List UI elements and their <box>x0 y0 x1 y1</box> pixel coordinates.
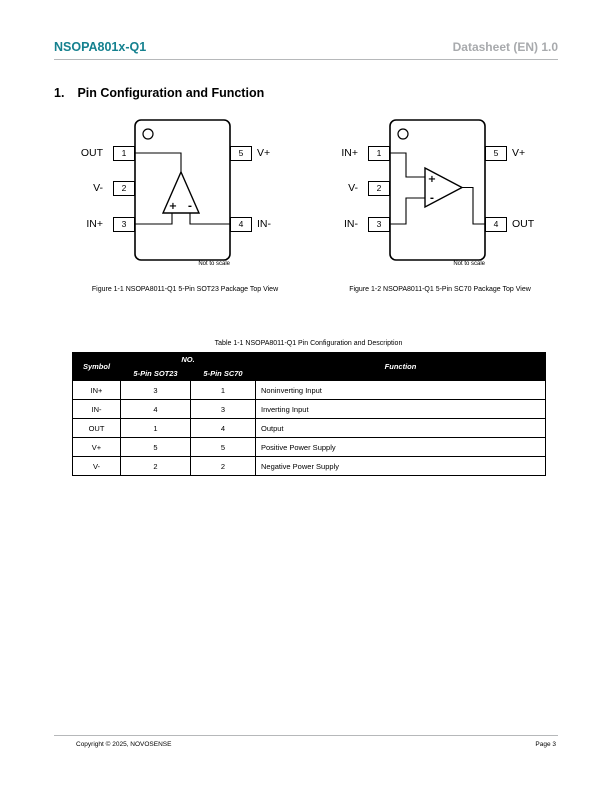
table-caption: Table 1-1 NSOPA8011-Q1 Pin Configuration and Description <box>214 340 403 347</box>
cell-function: Positive Power Supply <box>256 438 546 457</box>
pin-number-box-4: 4 <box>230 217 252 232</box>
table-header-row-1 <box>73 353 546 367</box>
table-row <box>73 400 546 419</box>
section-title: Pin Configuration and Function <box>77 86 265 100</box>
table-row <box>73 457 546 476</box>
pin-config-table <box>72 352 546 476</box>
pin-number-box-2: 2 <box>113 181 135 196</box>
pin-number-box-2: 2 <box>368 181 390 196</box>
footer-copyright: Copyright © 2025, NOVOSENSE <box>76 741 172 748</box>
header-rule <box>54 59 558 60</box>
pin-number-box-3: 3 <box>113 217 135 232</box>
doc-title: Datasheet (EN) 1.0 <box>452 40 558 54</box>
page-header <box>54 40 558 54</box>
wire-noninverting-input <box>390 153 425 177</box>
cell-sc70: 3 <box>191 400 256 419</box>
page-footer <box>76 741 556 748</box>
pin1-indicator-circle <box>143 129 153 139</box>
package-body <box>135 120 230 260</box>
pin-label-vminus: V- <box>93 182 103 194</box>
wire-noninverting-input <box>135 213 172 224</box>
cell-symbol: OUT <box>73 419 121 438</box>
pin-label-vplus: V+ <box>257 146 271 159</box>
figure-caption-sot23: Figure 1-1 NSOPA8011-Q1 5-Pin SOT23 Package Top View <box>91 286 279 293</box>
pin-number-box-3: 3 <box>368 217 390 232</box>
col-header-sot23: 5-Pin SOT23 <box>121 367 191 381</box>
not-to-scale-note: Not to scale <box>453 261 485 267</box>
package-body <box>390 120 485 260</box>
pin-label-out: OUT <box>512 217 535 230</box>
col-header-function: Function <box>256 353 546 381</box>
pin-number-box-1: 1 <box>368 146 390 161</box>
cell-sot23: 5 <box>121 438 191 457</box>
col-header-sc70: 5-Pin SC70 <box>191 367 256 381</box>
footer-page-number: Page 3 <box>535 741 556 748</box>
cell-function: Inverting Input <box>256 400 546 419</box>
pin-number-box-5: 5 <box>230 146 252 161</box>
section-number: 1. <box>54 86 65 100</box>
not-to-scale-note: Not to scale <box>198 261 230 267</box>
section-heading <box>54 86 264 100</box>
opamp-plus-sign: + <box>168 201 178 212</box>
cell-sc70: 4 <box>191 419 256 438</box>
col-header-symbol: Symbol <box>73 353 121 381</box>
table-row <box>73 381 546 400</box>
figure-sc70-package <box>330 118 580 278</box>
pin-label-vplus: V+ <box>512 146 526 159</box>
wire-output <box>462 188 485 225</box>
table-row <box>73 419 546 438</box>
cell-symbol: IN- <box>73 400 121 419</box>
pin-label-inminus: IN- <box>257 217 271 230</box>
cell-symbol: IN+ <box>73 381 121 400</box>
cell-sc70: 2 <box>191 457 256 476</box>
cell-symbol: V- <box>73 457 121 476</box>
opamp-minus-sign: - <box>187 201 193 212</box>
cell-sot23: 1 <box>121 419 191 438</box>
sot23-diagram <box>60 118 310 278</box>
pin-label-vminus: V- <box>348 182 358 194</box>
table-row <box>73 438 546 457</box>
figure-sot23-package <box>60 118 310 278</box>
cell-sc70: 5 <box>191 438 256 457</box>
cell-symbol: V+ <box>73 438 121 457</box>
cell-sc70: 1 <box>191 381 256 400</box>
footer-rule <box>54 735 558 736</box>
pin-label-inplus: IN+ <box>86 217 103 230</box>
cell-function: Negative Power Supply <box>256 457 546 476</box>
pin-number-box-5: 5 <box>485 146 507 161</box>
pin-label-inplus: IN+ <box>341 146 358 159</box>
wire-inverting-input <box>190 213 230 224</box>
cell-function: Output <box>256 419 546 438</box>
product-title: NSOPA801x-Q1 <box>54 40 147 54</box>
opamp-minus-sign: - <box>429 193 435 204</box>
cell-function: Noninverting Input <box>256 381 546 400</box>
wire-output <box>135 153 181 172</box>
pin-number-box-4: 4 <box>485 217 507 232</box>
cell-sot23: 2 <box>121 457 191 476</box>
wire-inverting-input <box>390 198 425 224</box>
figure-caption-sc70: Figure 1-2 NSOPA8011-Q1 5-Pin SC70 Package Top View <box>349 286 531 293</box>
opamp-plus-sign: + <box>427 174 437 185</box>
col-header-no: NO. <box>121 353 256 367</box>
pin-number-box-1: 1 <box>113 146 135 161</box>
cell-sot23: 4 <box>121 400 191 419</box>
pin-label-out: OUT <box>80 146 103 159</box>
cell-sot23: 3 <box>121 381 191 400</box>
sc70-diagram <box>330 118 580 278</box>
pin-label-inminus: IN- <box>344 217 358 230</box>
pin1-indicator-circle <box>398 129 408 139</box>
